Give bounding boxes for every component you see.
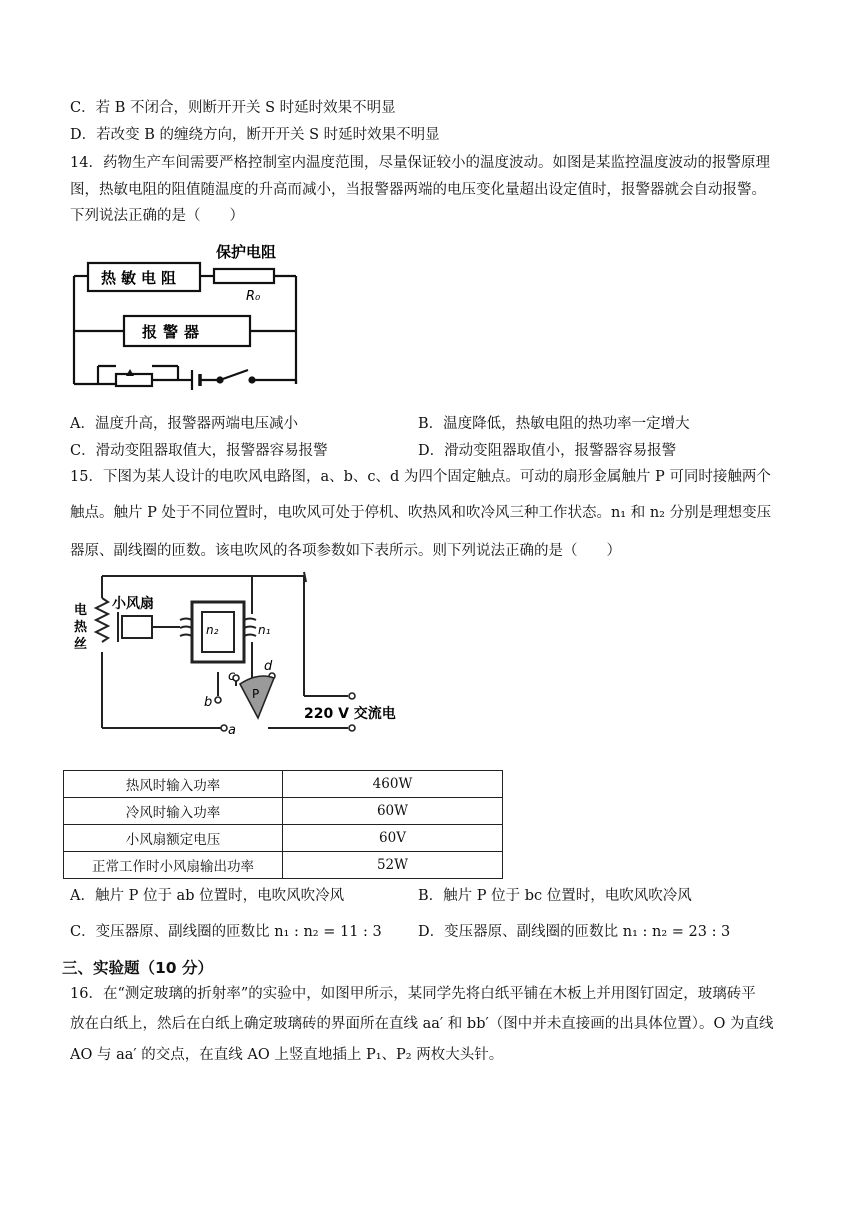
heater-label-1: 电 — [74, 603, 88, 618]
alarm-label: 报警器 — [142, 323, 206, 341]
q15-stem-line3: 器原、副线圈的匝数。该电吹风的各项参数如下表所示。则下列说法正确的是（ ） — [70, 543, 621, 559]
q15-option-a: A．触片 P 位于 ab 位置时，电吹风吹冷风 — [70, 888, 345, 904]
contact-a-label: a — [228, 723, 236, 738]
table-cell: 热风时输入功率 — [64, 771, 283, 798]
table-row — [64, 825, 503, 852]
n2-label: n₂ — [206, 623, 219, 637]
table-cell: 60W — [283, 798, 503, 825]
q14-stem-line2: 图，热敏电阻的阻值随温度的升高而减小，当报警器两端的电压变化量超出设定值时，报警器就会自动报警。 — [70, 182, 766, 198]
thermistor-label: 热敏电阻 — [101, 269, 182, 287]
n1-label: n₁ — [258, 623, 271, 637]
table-cell: 冷风时输入功率 — [64, 798, 283, 825]
table-cell: 460W — [283, 771, 503, 798]
hairdryer-circuit-figure — [68, 568, 418, 740]
contact-b-label: b — [204, 695, 213, 710]
table-cell: 正常工作时小风扇输出功率 — [64, 852, 283, 879]
contact-c-label: c — [228, 669, 236, 684]
ac-source-label: 220 V 交流电 — [304, 706, 396, 722]
table-row — [64, 798, 503, 825]
q13-option-c: C．若 B 不闭合，则断开开关 S 时延时效果不明显 — [70, 100, 396, 116]
q15-stem-line2: 触点。触片 P 处于不同位置时，电吹风可处于停机、吹热风和吹冷风三种工作状态。n₁ 和 n₂ 分别是理想变压 — [70, 505, 772, 521]
table-cell: 52W — [283, 852, 503, 879]
fan-label: 小风扇 — [112, 596, 154, 612]
heater-label-3: 丝 — [74, 637, 88, 652]
protect-resistor-label: 保护电阻 — [216, 243, 277, 261]
q14-stem-line1: 14．药物生产车间需要严格控制室内温度范围，尽量保证较小的温度波动。如图是某监控温度波动的报警原理 — [70, 155, 770, 171]
r0-label: R₀ — [246, 289, 261, 304]
alarm-circuit-figure — [68, 236, 308, 396]
table-cell: 小风扇额定电压 — [64, 825, 283, 852]
parameter-table — [63, 770, 503, 879]
q16-stem-line3: AO 与 aa′ 的交点，在直线 AO 上竖直地插上 P₁、P₂ 两枚大头针。 — [70, 1047, 504, 1063]
q14-option-c: C．滑动变阻器取值大，报警器容易报警 — [70, 443, 328, 459]
table-row — [64, 852, 503, 879]
q16-stem-line2: 放在白纸上，然后在白纸上确定玻璃砖的界面所在直线 aa′ 和 bb′（图中并未直接画的出具体位置）。O 为直线 — [70, 1016, 774, 1032]
table-cell: 60V — [283, 825, 503, 852]
q16-stem-line1: 16．在“测定玻璃的折射率”的实验中，如图甲所示，某同学先将白纸平铺在木板上并用图钉固定，玻璃砖平 — [70, 986, 756, 1002]
table-row — [64, 771, 503, 798]
q15-option-b: B．触片 P 位于 bc 位置时，电吹风吹冷风 — [418, 888, 692, 904]
slider-arrow-icon — [126, 369, 134, 376]
q15-option-c: C．变压器原、副线圈的匝数比 n₁ : n₂ = 11 : 3 — [70, 924, 382, 940]
contact-d-label: d — [264, 659, 273, 674]
q14-stem-line3: 下列说法正确的是（ ） — [70, 208, 244, 224]
q14-option-d: D．滑动变阻器取值小，报警器容易报警 — [418, 443, 677, 459]
heater-label-2: 热 — [74, 620, 88, 635]
section-heading: 三、实验题（10 分） — [62, 959, 213, 977]
contact-p-label: P — [252, 687, 260, 701]
q13-option-d: D．若改变 B 的缠绕方向，断开开关 S 时延时效果不明显 — [70, 127, 440, 143]
q15-stem-line1: 15．下图为某人设计的电吹风电路图，a、b、c、d 为四个固定触点。可动的扇形金属触片 P 可同时接触两个 — [70, 469, 771, 485]
q15-option-d: D．变压器原、副线圈的匝数比 n₁ : n₂ = 23 : 3 — [418, 924, 731, 940]
q14-option-b: B．温度降低，热敏电阻的热功率一定增大 — [418, 416, 690, 432]
q14-option-a: A．温度升高，报警器两端电压减小 — [70, 416, 298, 432]
